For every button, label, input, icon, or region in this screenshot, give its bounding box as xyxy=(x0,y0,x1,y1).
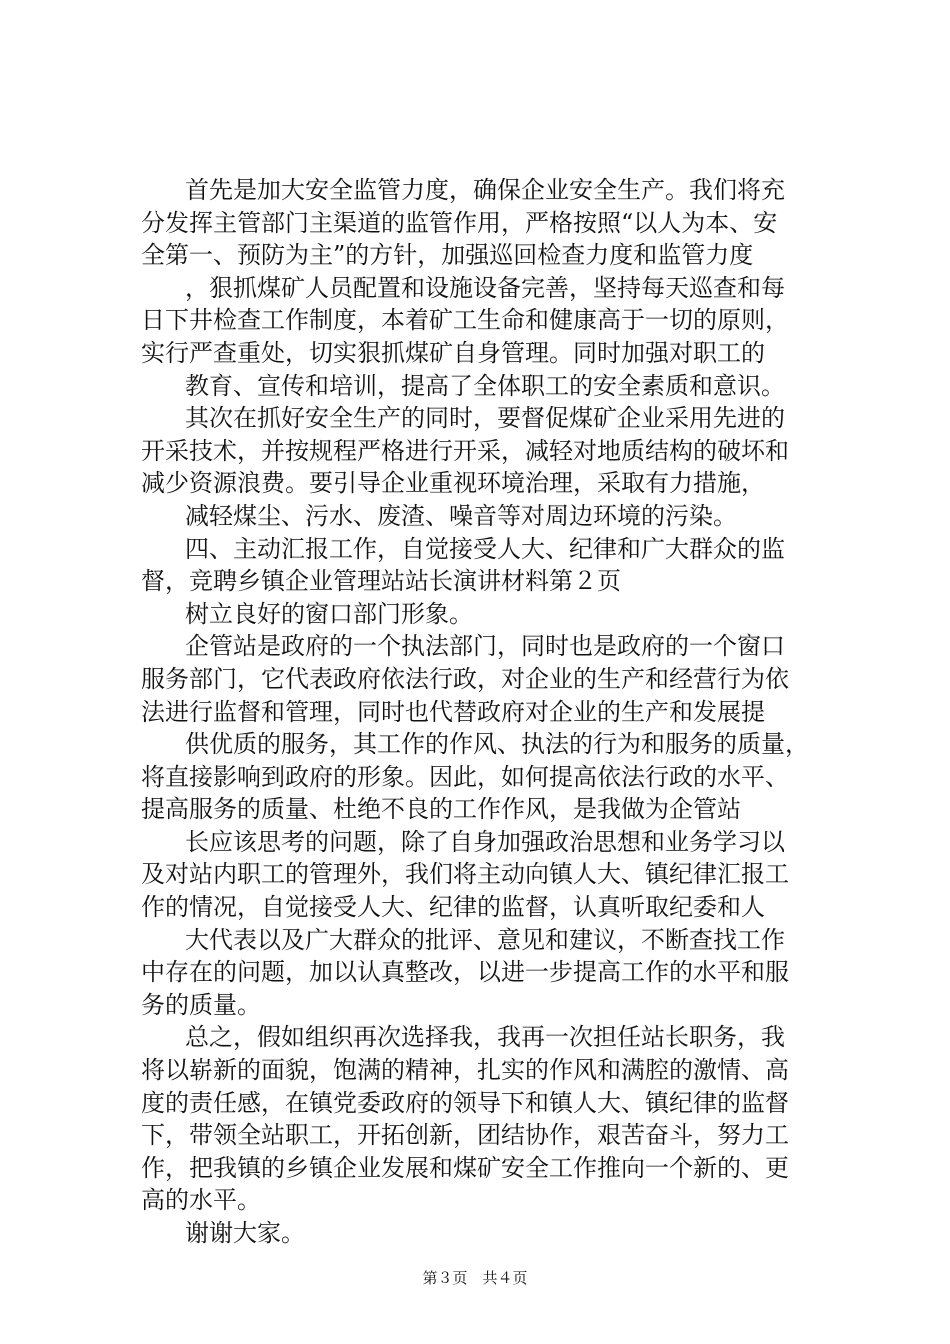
text-line: 将以崭新的面貌，饱满的精神，扎实的作风和满腔的激情、高 xyxy=(141,1056,789,1085)
text-line: 大代表以及广大群众的批评、意见和建议，不断查找工作 xyxy=(185,925,785,954)
text-line: 下，带领全站职工，开拓创新，团结协作，艰苦奋斗，努力工 xyxy=(141,1121,789,1150)
text-line: 首先是加大安全监管力度，确保企业安全生产。我们将充 xyxy=(185,176,785,204)
text-line: 实行严查重处，切实狠抓煤矿自身管理。同时加强对职工的 xyxy=(141,338,765,367)
text-line: 减少资源浪费。要引导企业重视环境治理，采取有力措施， xyxy=(141,469,765,498)
text-line: 供优质的服务，其工作的作风、执法的行为和服务的质量， xyxy=(185,730,809,759)
text-line: 及对站内职工的管理外，我们将主动向镇人大、镇纪律汇报工 xyxy=(141,860,789,889)
text-line: 其次在抓好安全生产的同时，要督促煤矿企业采用先进的 xyxy=(185,404,785,433)
text-line: 分发挥主管部门主渠道的监管作用，严格按照“以人为本、安 xyxy=(141,208,778,237)
text-line: 作，把我镇的乡镇企业发展和煤矿安全工作推向一个新的、更 xyxy=(141,1153,789,1182)
text-line: 度的责任感，在镇党委政府的领导下和镇人大、镇纪律的监督 xyxy=(141,1088,789,1117)
text-line: 四、主动汇报工作，自觉接受人大、纪律和广大群众的监 xyxy=(185,534,785,563)
text-line: 谢谢大家。 xyxy=(185,1219,305,1247)
text-line: 树立良好的窗口部门形象。 xyxy=(185,599,473,628)
text-line: 提高服务的质量、杜绝不良的工作作风，是我做为企管站 xyxy=(141,795,741,824)
text-line: 开采技术，并按规程严格进行开采，减轻对地质结构的破坏和 xyxy=(141,436,789,465)
text-line: 服务部门，它代表政府依法行政，对企业的生产和经营行为依 xyxy=(141,664,789,693)
text-line: 将直接影响到政府的形象。因此，如何提高依法行政的水平、 xyxy=(141,762,789,791)
text-line: 长应该思考的问题，除了自身加强政治思想和业务学习以 xyxy=(185,827,785,856)
text-line: 中存在的问题，加以认真整改，以进一步提高工作的水平和服 xyxy=(141,958,789,987)
text-line: 减轻煤尘、污水、废渣、噪音等对周边环境的污染。 xyxy=(185,501,737,530)
text-line: 督，竞聘乡镇企业管理站站长演讲材料第２页 xyxy=(141,567,621,596)
page-footer: 第３页 共４页 xyxy=(422,1269,528,1287)
text-line: 全第一、预防为主”的方针，加强巡回检查力度和监管力度 xyxy=(141,241,754,270)
text-line: 企管站是政府的一个执法部门，同时也是政府的一个窗口 xyxy=(185,632,785,661)
text-line: ，狠抓煤矿人员配置和设施设备完善，坚持每天巡查和每 xyxy=(185,273,785,302)
text-line: 务的质量。 xyxy=(141,990,261,1019)
document-body xyxy=(141,174,841,1250)
text-line: 作的情况，自觉接受人大、纪律的监督，认真听取纪委和人 xyxy=(141,893,765,922)
text-line: 法进行监督和管理，同时也代替政府对企业的生产和发展提 xyxy=(141,697,765,726)
text-line: 日下井检查工作制度，本着矿工生命和健康高于一切的原则， xyxy=(141,306,789,335)
text-line: 教育、宣传和培训，提高了全体职工的安全素质和意识。 xyxy=(185,371,785,400)
text-line: 总之，假如组织再次选择我，我再一次担任站长职务，我 xyxy=(185,1023,785,1052)
text-line: 高的水平。 xyxy=(141,1186,261,1215)
